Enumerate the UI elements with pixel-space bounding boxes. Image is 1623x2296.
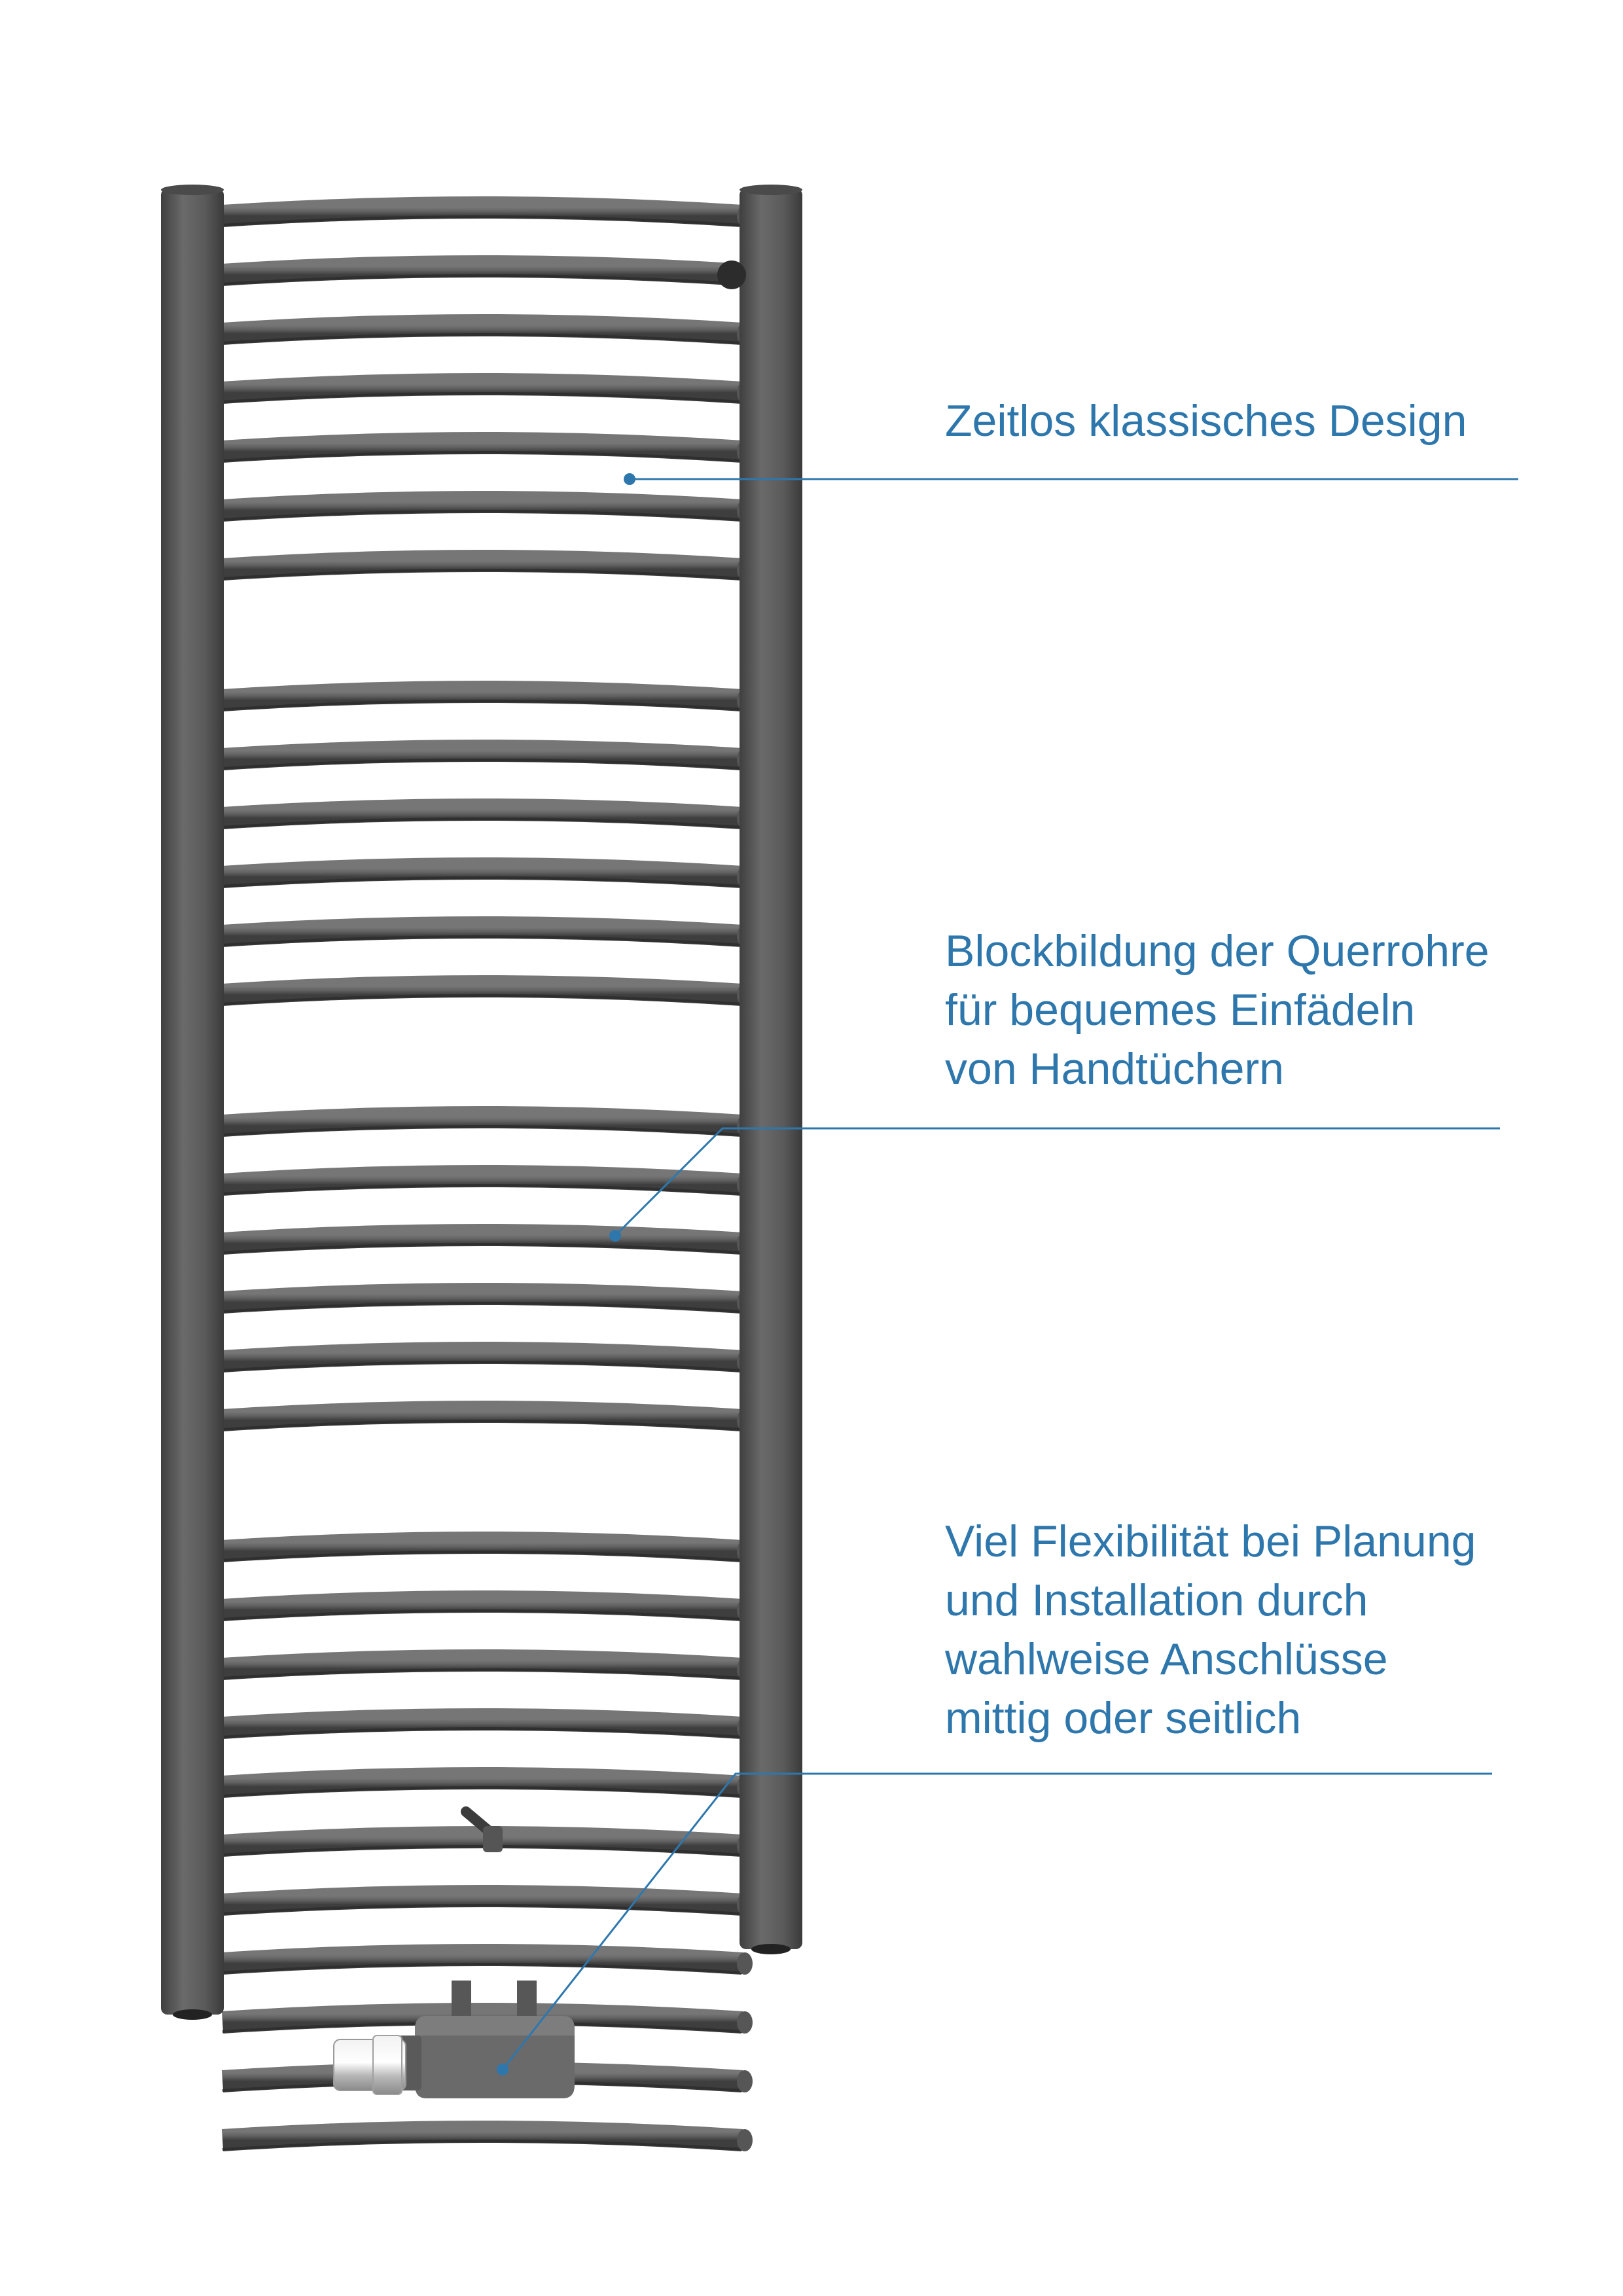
- callout-line: von Handtüchern: [945, 1044, 1284, 1094]
- radiator-rail-joint: [737, 2070, 753, 2092]
- radiator-rail: [223, 325, 742, 334]
- radiator-rail: [223, 1176, 742, 1185]
- callout-flexible-connections: [945, 1512, 1573, 1748]
- callout-line: für bequemes Einfädeln: [945, 985, 1416, 1035]
- callout-classic-design: [945, 391, 1573, 450]
- radiator-rail: [223, 2132, 742, 2140]
- radiator-rail: [223, 1660, 742, 1669]
- callout-line: mittig oder seitlich: [945, 1693, 1302, 1743]
- radiator-rail: [223, 1117, 742, 1126]
- callout-line: wahlweise Anschlüsse: [945, 1634, 1388, 1684]
- right-post: [740, 185, 802, 1954]
- callout-line: Blockbildung der Querrohre: [945, 926, 1489, 976]
- radiator-rail: [223, 810, 742, 818]
- callout-rail-grouping: [945, 922, 1573, 1098]
- radiator-rail: [223, 502, 742, 511]
- radiator-rail: [223, 1353, 742, 1361]
- radiator-rail: [223, 1235, 742, 1244]
- radiator-rail: [223, 1602, 742, 1610]
- leader-connections: [497, 1774, 1492, 2075]
- leader-dot: [497, 2064, 508, 2075]
- chrome-valve-cap: [334, 2036, 406, 2094]
- radiator-rail-joint: [737, 2129, 753, 2151]
- left-post: [161, 185, 224, 2020]
- radiator-rail-joint: [737, 1952, 753, 1975]
- callout-line: Zeitlos klassisches Design: [945, 396, 1467, 446]
- callout-line: und Installation durch: [945, 1575, 1368, 1625]
- radiator-rail: [223, 751, 742, 759]
- leader-dot: [624, 473, 635, 485]
- radiator-rail: [223, 443, 742, 452]
- radiator-rail: [223, 1778, 742, 1787]
- radiator-rail: [223, 384, 742, 393]
- valve-assembly: [393, 1981, 575, 2098]
- radiator-rail: [223, 869, 742, 877]
- vent-knob: [717, 260, 746, 289]
- radiator-rail: [223, 1837, 742, 1846]
- radiator-rail: [223, 1543, 742, 1551]
- radiator-rail: [223, 1719, 742, 1728]
- radiator-rail: [223, 561, 742, 569]
- radiator-rail: [223, 1955, 742, 1964]
- radiator-rail: [223, 986, 742, 995]
- radiator-rail: [223, 1896, 742, 1905]
- radiator-rail: [223, 1294, 742, 1302]
- leader-dot: [609, 1230, 621, 1242]
- radiator-rail: [223, 927, 742, 936]
- radiator-rail: [223, 266, 742, 275]
- radiator-rail: [223, 207, 742, 216]
- radiator-rail: [223, 1412, 742, 1420]
- radiator-rail-joint: [737, 2011, 753, 2034]
- radiator-rail: [223, 692, 742, 700]
- callout-line: Viel Flexibilität bei Planung: [945, 1516, 1476, 1566]
